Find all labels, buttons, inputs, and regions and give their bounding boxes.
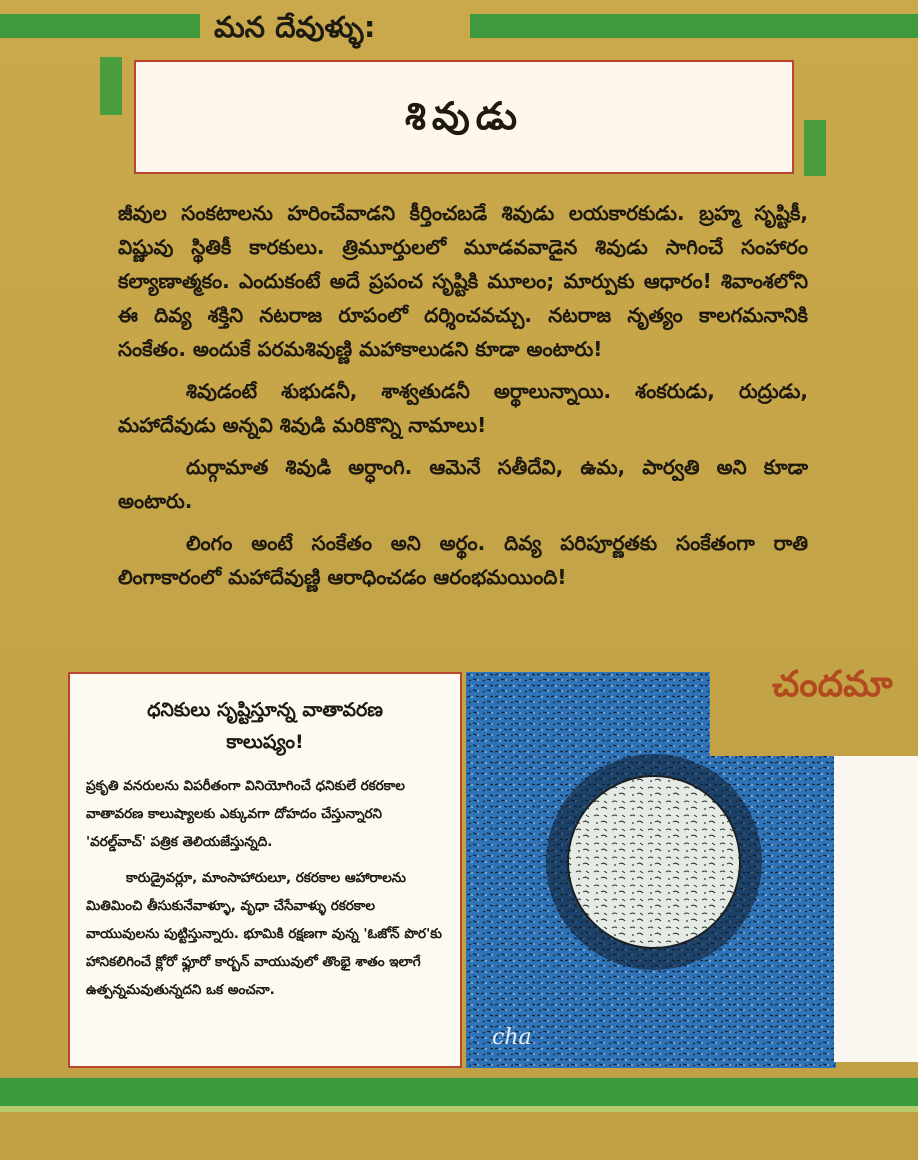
- top-green-band-right: [470, 14, 918, 38]
- article-body: [118, 196, 808, 602]
- magazine-brand: చందమా: [772, 664, 893, 705]
- article-paragraph: లింగం అంటే సంకేతం అని అర్థం. దివ్య పరిపూర్ణతకు సంకేతంగా రాతి లింగాకారంలో మహాదేవుణ్ణి ఆరాధించడం ఆరంభమయింది!: [118, 531, 808, 589]
- earth-illustration: [466, 672, 836, 1068]
- green-accent-left: [100, 57, 122, 115]
- sidebar-paragraph: ప్రకృతి వనరులను విపరీతంగా వినియోగించే ధనికులే రకరకాల వాతావరణ కాలుష్యాలకు ఎక్కువగా దోహదం చేస్తున్నారని 'వరల్డ్‌వాచ్' పత్రిక తెలియజేస్తున్నది.: [86, 778, 405, 850]
- sidebar-title-line1: ధనికులు సృష్టిస్తూన్న వాతావరణ: [147, 699, 383, 721]
- green-accent-right: [804, 120, 826, 176]
- sidebar-paragraph: కారుడ్రైవర్లూ, మాంసాహారులూ, రకరకాల ఆహారాలను మితిమించి తీసుకునేవాళ్ళూ, వృధా చేసేవాళ్ళు రకరకాల వాయువులను పుట్టిస్తున్నారు. భూమికి రక్షణగా వున్న 'ఓజోన్ పొర'కు హానికలిగించే క్లోరో ఫ్లూరో కార్బన్ వాయువులో తొంభై శాతం ఇలాగే ఉత్పన్నమవుతున్నదని ఒక అంచనా.: [86, 870, 442, 998]
- article-paragraph: దుర్గామాత శివుడి అర్ధాంగి. ఆమెనే సతీదేవి, ఉమ, పార్వతి అని కూడా అంటారు.: [118, 455, 808, 513]
- bottom-light-band: [0, 1106, 918, 1112]
- article-heading: శివుడు: [404, 94, 524, 138]
- title-box: [134, 60, 794, 174]
- series-title: మన దేవుళ్ళు:: [214, 10, 376, 44]
- article-paragraph: జీవుల సంకటాలను హరించేవాడని కీర్తించబడే శివుడు లయకారకుడు. బ్రహ్మ సృష్టికీ, విష్ణువు స్థితికీ కారకులు. త్రిమూర్తులలో మూడవవాడైన శివుడు సాగించే సంహారం కల్యాణాత్మకం. ఎందుకంటే అదే ప్రపంచ సృష్టికి మూలం; మార్పుకు ఆధారం! శివాంశలోని ఈ దివ్య శక్తిని నటరాజ రూపంలో దర్శించవచ్చు. నటరాజ నృత్యం కాలగమనానికి సంకేతం. అందుకే పరమశివుణ్ణి మహాకాలుడని కూడా అంటారు!: [118, 201, 808, 361]
- pollution-sidebar: [68, 672, 462, 1068]
- white-panel: [834, 756, 918, 1062]
- moon: [568, 776, 740, 948]
- article-paragraph: శివుడంటే శుభుడనీ, శాశ్వతుడనీ అర్థాలున్నాయి. శంకరుడు, రుద్రుడు, మహాదేవుడు అన్నవి శివుడి మరికొన్ని నామాలు!: [118, 379, 808, 437]
- bottom-green-band: [0, 1078, 918, 1106]
- illustration-signature: cha: [492, 1025, 532, 1050]
- top-green-band-left: [0, 14, 200, 38]
- sidebar-title-line2: కాలుష్యం!: [226, 731, 304, 753]
- sidebar-title: [86, 694, 444, 758]
